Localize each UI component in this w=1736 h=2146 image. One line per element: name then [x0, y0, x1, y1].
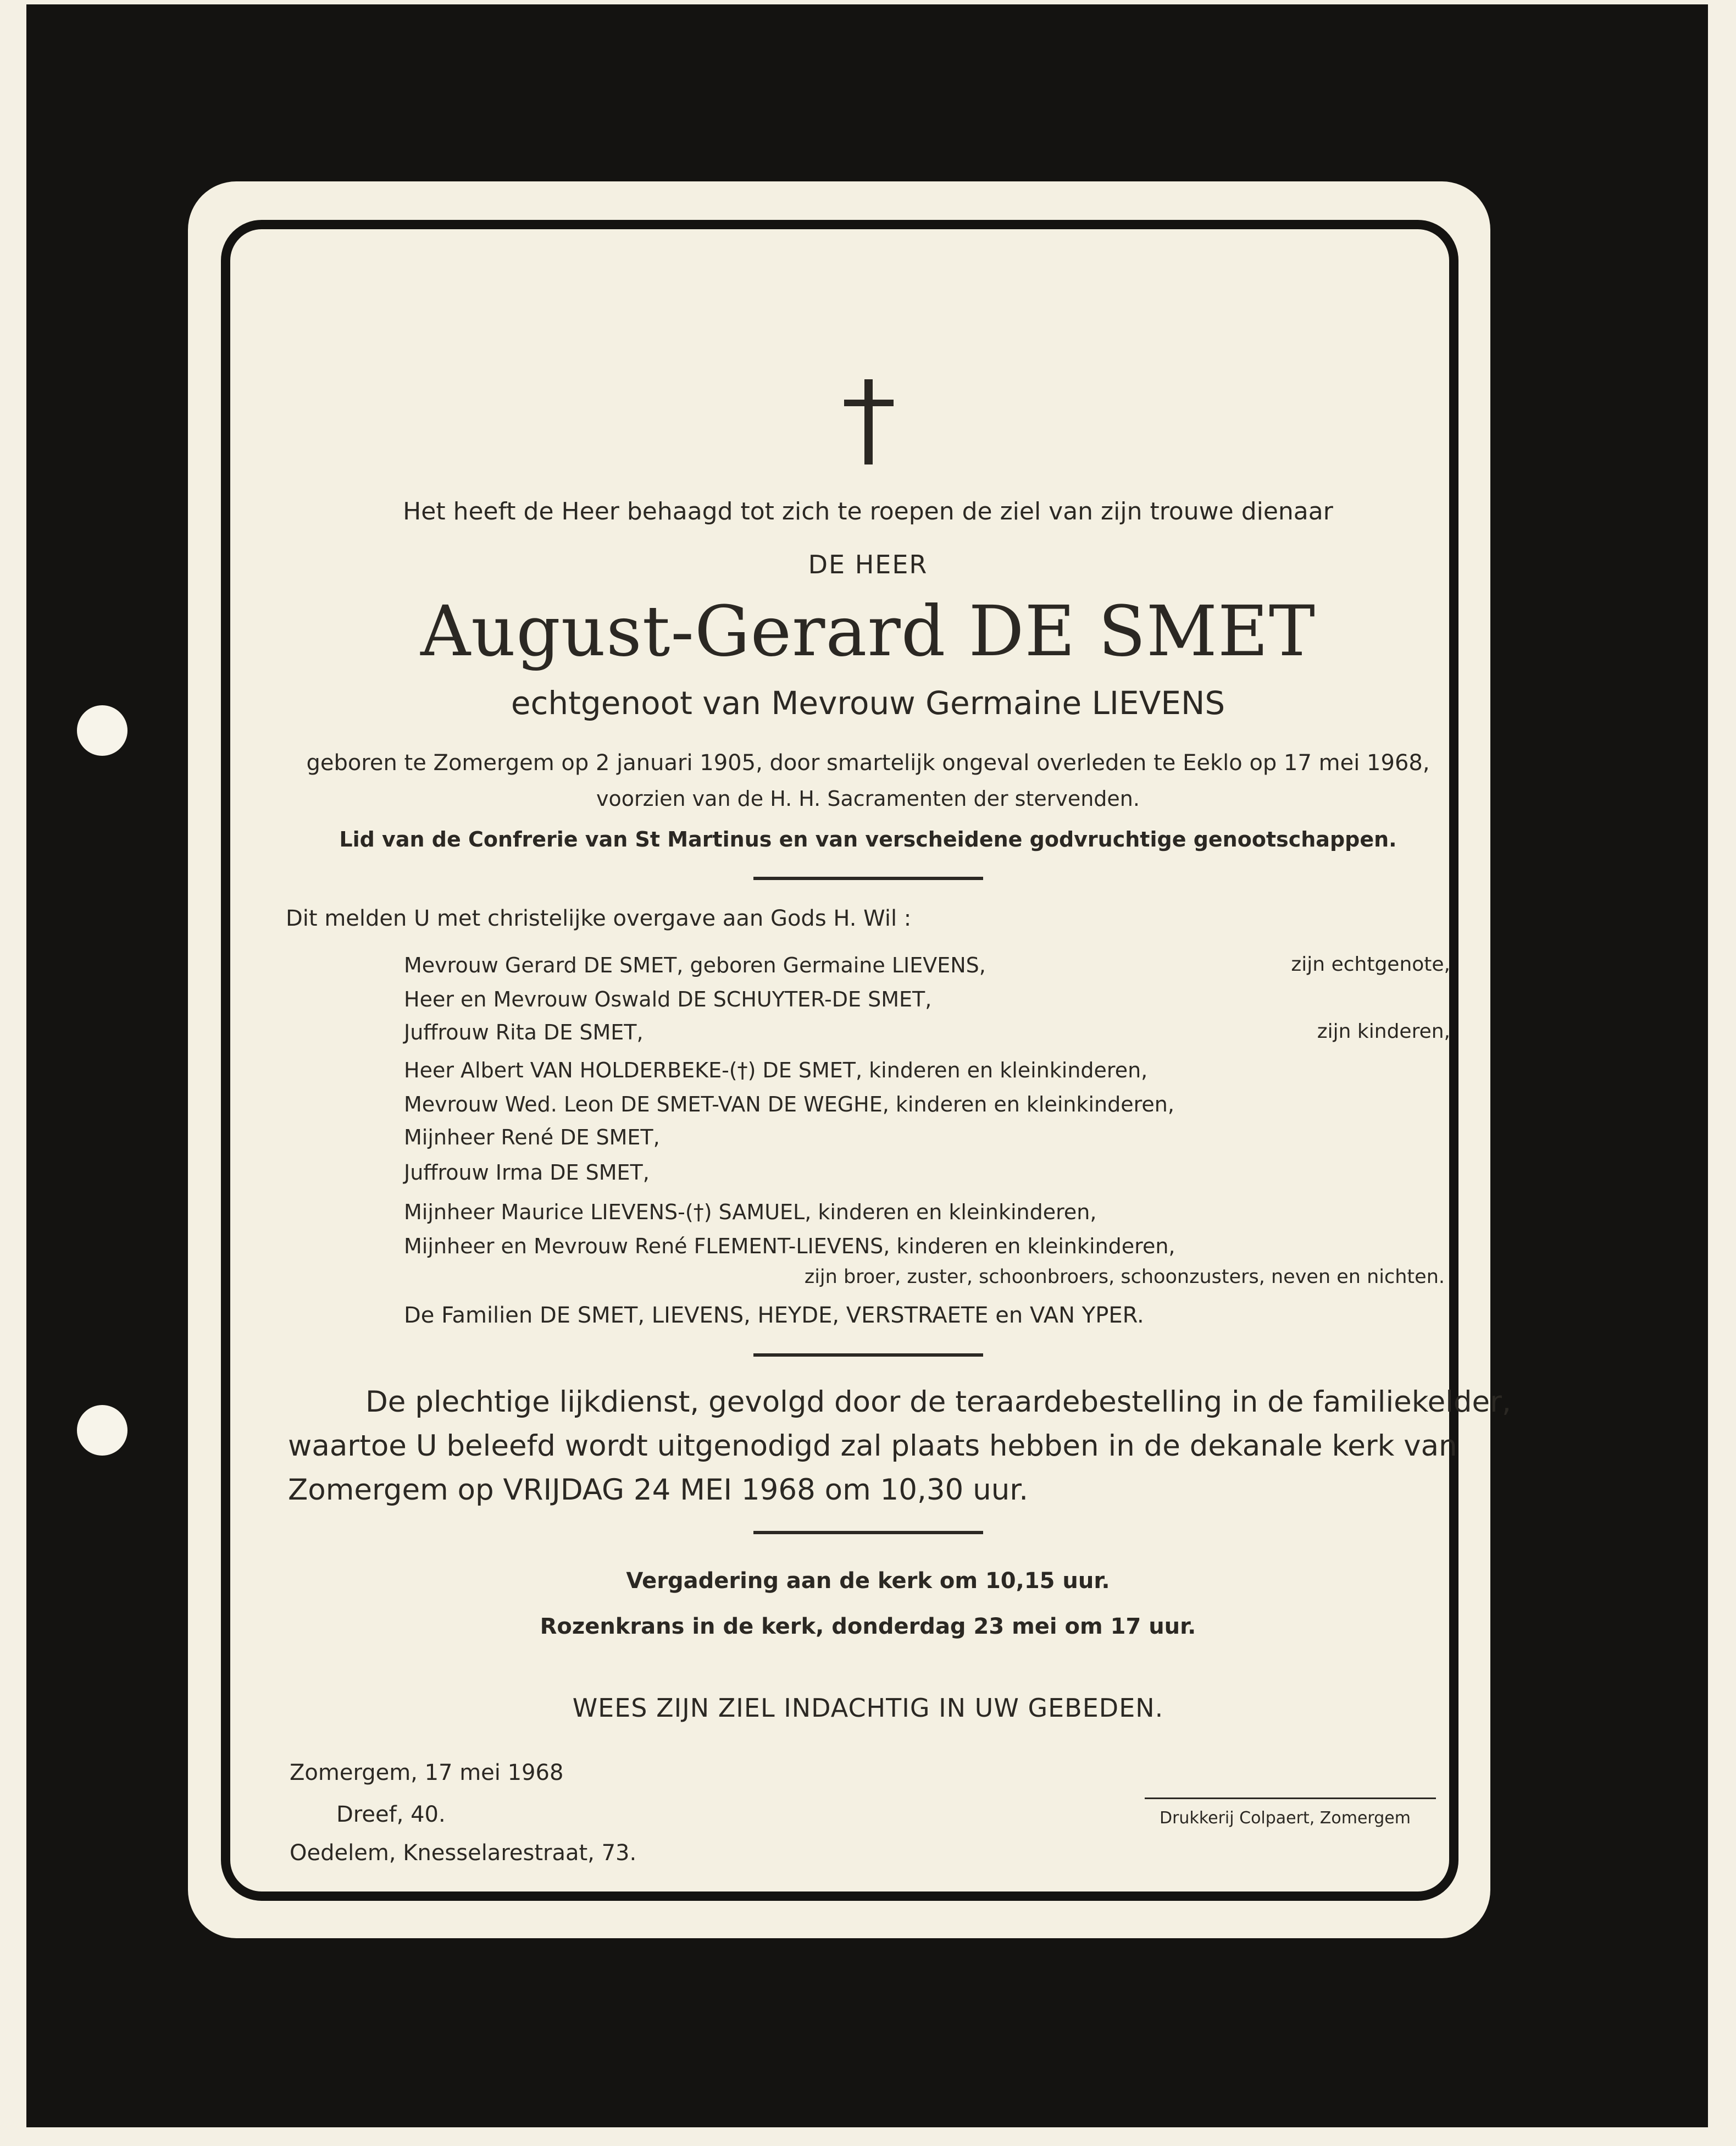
service-line-3: Zomergem op VRIJDAG 24 MEI 1968 om 10,30 uur. — [288, 1473, 1029, 1507]
siblings-note: zijn broer, zuster, schoonbroers, schoonzusters, neven en nichten. — [804, 1266, 1445, 1288]
sacraments-line: voorzien van de H. H. Sacramenten der stervenden. — [596, 787, 1140, 811]
separator-3 — [753, 1531, 983, 1534]
mourner-1: Mevrouw Gerard DE SMET, geboren Germaine LIEVENS, — [404, 953, 986, 977]
title-prefix: DE HEER — [808, 550, 928, 579]
announce-intro: Dit melden U met christelijke overgave aan Gods H. Wil : — [286, 906, 912, 931]
printer-credit: Drukkerij Colpaert, Zomergem — [1160, 1808, 1411, 1828]
service-line-1: De plechtige lijkdienst, gevolgd door de teraardebestelling in de familiekelder, — [365, 1385, 1511, 1419]
families-line: De Familien DE SMET, LIEVENS, HEYDE, VERSTRAETE en VAN YPER. — [404, 1303, 1144, 1328]
prayer-line: WEES ZIJN ZIEL INDACHTIG IN UW GEBEDEN. — [572, 1693, 1164, 1723]
mourner-6: Mijnheer René DE SMET, — [404, 1125, 660, 1149]
place-date: Zomergem, 17 mei 1968 — [290, 1760, 564, 1785]
gathering-line: Vergadering aan de kerk om 10,15 uur. — [626, 1568, 1110, 1594]
separator-2 — [753, 1353, 983, 1357]
mourner-1-relation: zijn echtgenote, — [1291, 953, 1450, 976]
mourner-5: Mevrouw Wed. Leon DE SMET-VAN DE WEGHE, kinderen en kleinkinderen, — [404, 1092, 1174, 1116]
address-1: Dreef, 40. — [336, 1802, 446, 1827]
mourner-3-relation: zijn kinderen, — [1317, 1020, 1450, 1043]
cross-icon — [836, 379, 902, 464]
mourner-9: Mijnheer en Mevrouw René FLEMENT-LIEVENS, kinderen en kleinkinderen, — [404, 1234, 1175, 1258]
birth-death-line: geboren te Zomergem op 2 januari 1905, door smartelijk ongeval overleden te Eeklo op 17 mei 1968, — [306, 750, 1430, 776]
printer-rule — [1145, 1797, 1436, 1799]
mourner-3: Juffrouw Rita DE SMET, — [404, 1020, 644, 1044]
mourner-2: Heer en Mevrouw Oswald DE SCHUYTER-DE SMET, — [404, 987, 932, 1011]
mourner-4: Heer Albert VAN HOLDERBEKE-(†) DE SMET, kinderen en kleinkinderen, — [404, 1058, 1148, 1082]
membership-line: Lid van de Confrerie van St Martinus en van verscheidene godvruchtige genootschappen. — [339, 827, 1397, 851]
mourner-8: Mijnheer Maurice LIEVENS-(†) SAMUEL, kinderen en kleinkinderen, — [404, 1200, 1097, 1224]
intro-text: Het heeft de Heer behaagd tot zich te roepen de ziel van zijn trouwe dienaar — [403, 497, 1333, 526]
separator-1 — [753, 877, 983, 880]
address-2: Oedelem, Knesselarestraat, 73. — [290, 1840, 637, 1866]
service-line-2: waartoe U beleefd wordt uitgenodigd zal plaats hebben in de dekanale kerk van — [288, 1429, 1457, 1463]
deceased-name: August-Gerard DE SMET — [420, 591, 1316, 672]
spouse-line: echtgenoot van Mevrouw Germaine LIEVENS — [511, 684, 1225, 722]
mourner-7: Juffrouw Irma DE SMET, — [404, 1160, 650, 1185]
rosary-line: Rozenkrans in de kerk, donderdag 23 mei om 17 uur. — [540, 1614, 1196, 1639]
